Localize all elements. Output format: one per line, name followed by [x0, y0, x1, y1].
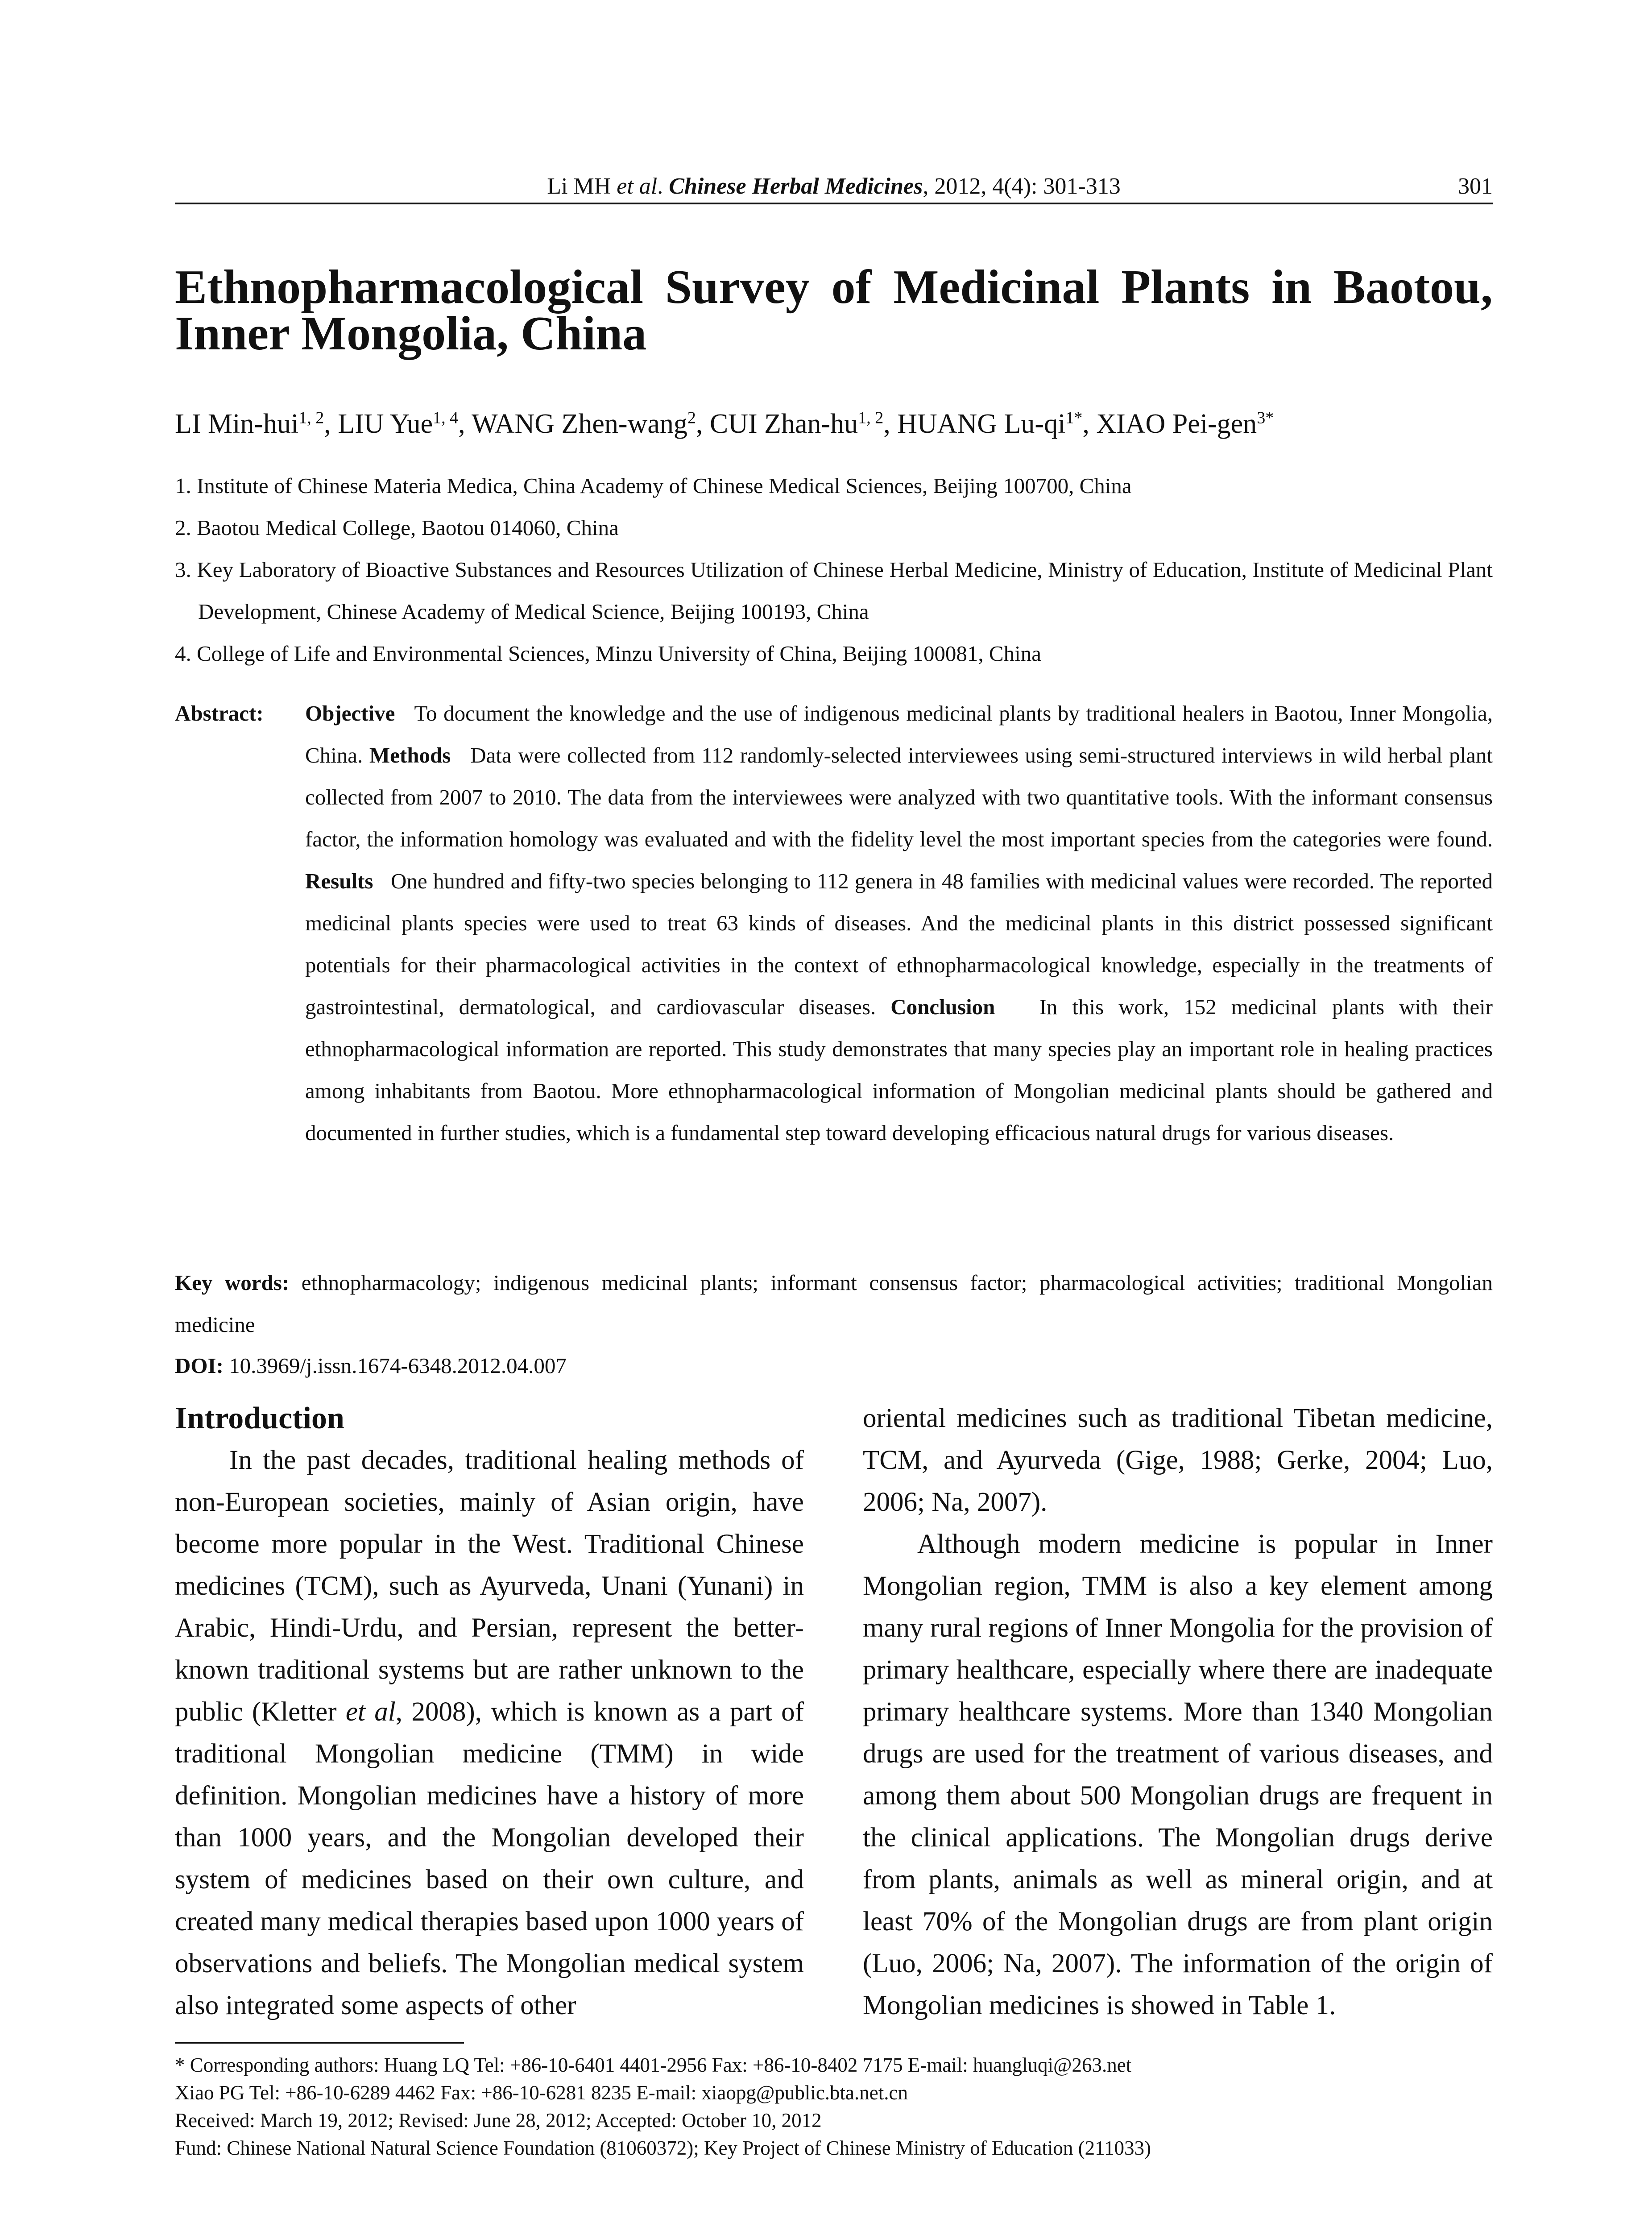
affiliation: 3. Key Laboratory of Bioactive Substances and Resources Utilization of Chinese Herbal Medicine, Ministry of Education, Institute of Medicinal Plant Development, Chinese Academy of Medical Science, Beijing 100193, China: [175, 557, 1493, 624]
author: LI Min-hui$^{1, 2}$,: [175, 408, 338, 439]
page-number: 301: [1458, 174, 1493, 199]
methods-text: Data were collected from 112 randomly-selected interviewees using semi-structured interviews in wild herbal plant collected from 2007 to 2010. The data from the interviewees were analyzed with two quantitative tools. With the informant consensus factor, the information homology was evaluated and with the fidelity level the most important species from the categories were found.: [305, 743, 1493, 851]
objective-label: Objective: [305, 701, 395, 726]
footnote-corresponding-author: Xiao PG Tel: +86-10-6289 4462 Fax: +86-10-6281 8235 E-mail: xiaopg@public.bta.net.cn: [175, 2082, 908, 2104]
citation-etal: et al: [617, 174, 658, 199]
doi-label: DOI:: [175, 1353, 224, 1378]
paper-title: Ethnopharmacological Survey of Medicinal Plants in Baotou, Inner Mongolia, China: [175, 261, 1493, 360]
footnote-corresponding-author: * Corresponding authors: Huang LQ Tel: +86-10-6401 4401-2956 Fax: +86-10-8402 7175 E-mail: huangluqi@263.net: [175, 2054, 1132, 2076]
running-header: [175, 171, 1493, 204]
doi: [175, 1345, 1493, 1387]
results-label: Results: [305, 869, 373, 893]
keywords: [175, 1262, 1493, 1346]
intro-paragraph-1: In the past decades, traditional healing methods of non-European societies, mainly of Asian origin, have become more popular in the West. Traditional Chinese medicines (TCM), such as Ayurveda, Unani (Yunani) in Arabic, Hindi-Urdu, and Persian, represent the better-known traditional systems but are rather unknown to the public (Kletter et al, 2008), which is known as a part of traditional Mongolian medicine (TMM) in wide definition. Mongolian medicines have a history of more than 1000 years, and the Mongolian developed their system of medicines based on their own culture, and created many medical therapies based upon 1000 years of observations and beliefs. The Mongolian medical system also integrated some aspects of other: [175, 1445, 804, 2020]
methods-label: Methods: [369, 743, 451, 767]
journal-citation: [175, 173, 1493, 199]
journal-name: Chinese Herbal Medicines: [669, 174, 923, 199]
affiliation: 1. Institute of Chinese Materia Medica, China Academy of Chinese Medical Sciences, Beijing 100700, China: [175, 473, 1132, 498]
citation-authors: Li MH: [547, 174, 617, 199]
footnotes: [175, 2051, 1493, 2162]
left-column: [175, 1397, 804, 2027]
citation-volume: , 2012, 4(4): 301-313: [923, 174, 1121, 199]
doi-link[interactable]: 10.3969/j.issn.1674-6348.2012.04.007: [229, 1353, 567, 1378]
intro-paragraph-2: Although modern medicine is popular in Inner Mongolian region, TMM is also a key element among many rural regions of Inner Mongolia for the provision of primary healthcare, especially where there are inadequate primary healthcare systems. More than 1340 Mongolian drugs are used for the treatment of various diseases, and among them about 500 Mongolian drugs are frequent in the clinical applications. The Mongolian drugs derive from plants, animals as well as mineral origin, and at least 70% of the Mongolian drugs are from plant origin (Luo, 2006; Na, 2007). The information of the origin of Mongolian medicines is showed in Table 1.: [863, 1529, 1493, 2020]
objective-text: To document the knowledge and the use of indigenous medicinal plants by traditional healers in Baotou, Inner Mongolia, China.: [305, 701, 1493, 767]
citation-dot: .: [657, 174, 669, 199]
keywords-label: Key words:: [175, 1270, 290, 1295]
affiliation: 2. Baotou Medical College, Baotou 014060, China: [175, 515, 619, 540]
author: LIU Yue$^{1, 4}$,: [338, 408, 472, 439]
author: CUI Zhan-hu$^{1, 2}$,: [709, 408, 898, 439]
footnote-dates: Received: March 19, 2012; Revised: June 28, 2012; Accepted: October 10, 2012: [175, 2109, 822, 2131]
author: WANG Zhen-wang$^2$,: [472, 408, 710, 439]
results-text: One hundred and fifty-two species belonging to 112 genera in 48 families with medicinal values were recorded. The reported medicinal plants species were used to treat 63 kinds of diseases. And the medicinal plants in this district possessed significant potentials for their pharmacological activities in the context of ethnopharmacological knowledge, especially in the treatments of gastrointestinal, dermatological, and cardiovascular diseases.: [305, 869, 1493, 1019]
footnote-funding: Fund: Chinese National Natural Science Foundation (81060372); Key Project of Chinese Ministry of Education (211033): [175, 2137, 1151, 2159]
abstract-body: [305, 693, 1493, 1154]
affiliation-list: [175, 465, 1493, 675]
abstract-label: Abstract:: [175, 701, 264, 726]
keywords-text: ethnopharmacology; indigenous medicinal plants; informant consensus factor; pharmacological activities; traditional Mongolian medicine: [175, 1270, 1493, 1337]
author: HUANG $Lu-qi^{1*}$,: [897, 408, 1097, 439]
author-list: [175, 399, 1493, 443]
author: XIAO Pei-gen$^{3*}$: [1096, 408, 1274, 439]
intro-paragraph-1-continued: oriental medicines such as traditional Tibetan medicine, TCM, and Ayurveda (Gige, 1988; Gerke, 2004; Luo, 2006; Na, 2007).: [863, 1403, 1493, 1517]
affiliation: 4. College of Life and Environmental Sciences, Minzu University of China, Beijing 100081, China: [175, 641, 1041, 666]
conclusion-label: Conclusion: [890, 995, 995, 1019]
footnote-divider: [175, 2042, 464, 2044]
conclusion-text: In this work, 152 medicinal plants with their ethnopharmacological information are reported. This study demonstrates that many species play an important role in healing practices among inhabitants from Baotou. More ethnopharmacological information of Mongolian medicinal plants should be gathered and documented in further studies, which is a fundamental step toward developing efficacious natural drugs for various diseases.: [305, 995, 1493, 1145]
section-heading-introduction: Introduction: [175, 1401, 344, 1435]
right-column: [863, 1397, 1493, 2027]
